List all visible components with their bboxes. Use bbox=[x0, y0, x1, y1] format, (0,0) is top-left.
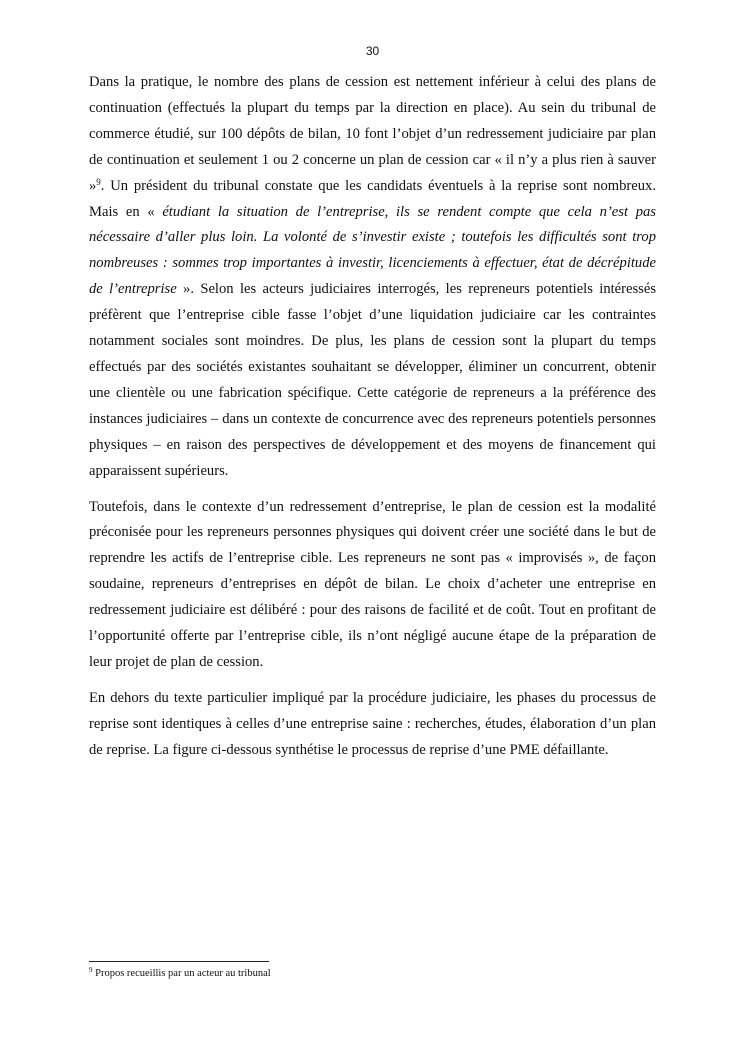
paragraph-2: Toutefois, dans le contexte d’un redressement d’entreprise, le plan de cession est la modalité préconisée pour les repreneurs personnes physiques qui doivent créer une société dans le but de reprendre les actifs de l’entreprise cible. Les repreneurs ne sont pas « improvisés », de façon soudaine, repreneurs d’entreprises en dépôt de bilan. Le choix d’acheter une entreprise en redressement judiciaire est délibéré : pour des raisons de facilité et de coût. Tout en profitant de l’opportunité offerte par l’entreprise cible, ils n’ont négligé aucune étape de la préparation de leur projet de plan de cession. bbox=[89, 498, 656, 670]
body-text bbox=[89, 70, 656, 774]
paragraph-1-quote: étudiant la situation de l’entreprise, ils se rendent compte que cela n’est pas nécessaire d’aller plus loin. La volonté de s’investir existe ; toutefois les difficultés sont trop nombreuses : sommes trop importantes à investir, licenciements à effectuer, état de décrépitude de l’entreprise bbox=[89, 203, 656, 298]
footnote-text: Propos recueillis par un acteur au tribunal bbox=[92, 968, 271, 979]
footnote-reference: 9 bbox=[96, 176, 101, 187]
footnote-divider bbox=[89, 961, 269, 962]
paragraph-1-text-a: Dans la pratique, le nombre des plans de cession est nettement inférieur à celui des plans de continuation (effectués la plupart du temps par la direction en place). Au sein du tribunal de commerce étudié, sur 100 dépôts de bilan, 10 font l’objet d’un redressement judiciaire par plan de continuation et seulement 1 ou 2 concerne un plan de cession car « il n’y a plus rien à sauver » bbox=[89, 74, 656, 194]
paragraph-1 bbox=[89, 70, 656, 485]
paragraph-1-text-c: ». Selon les acteurs judiciaires interrogés, les repreneurs potentiels intéressés préfèrent que l’entreprise cible fasse l’objet d’une liquidation judiciaire car les contraintes notamment sociales sont moindres. De plus, les plans de cession sont la plupart du temps effectués par des sociétés existantes souhaitant se développer, éliminer un concurrent, obtenir une clientèle ou une fabrication spécifique. Cette catégorie de repreneurs a la préférence des instances judiciaires – dans un contexte de concurrence avec des repreneurs potentiels personnes physiques – en raison des perspectives de développement et des moyens de financement qui apparaissent supérieurs. bbox=[89, 281, 657, 479]
footnote-number: 9 bbox=[89, 966, 93, 974]
paragraph-3: En dehors du texte particulier impliqué par la procédure judiciaire, les phases du processus de reprise sont identiques à celles d’une entreprise saine : recherches, études, élaboration d’un plan de reprise. La figure ci-dessous synthétise le processus de reprise d’une PME défaillante. bbox=[89, 689, 656, 758]
page-number: 30 bbox=[365, 44, 380, 58]
footnote bbox=[89, 967, 656, 980]
paragraph-1-text-b: . Un président du tribunal constate que les candidats éventuels à la reprise sont nombreux. Mais en « bbox=[89, 177, 656, 220]
